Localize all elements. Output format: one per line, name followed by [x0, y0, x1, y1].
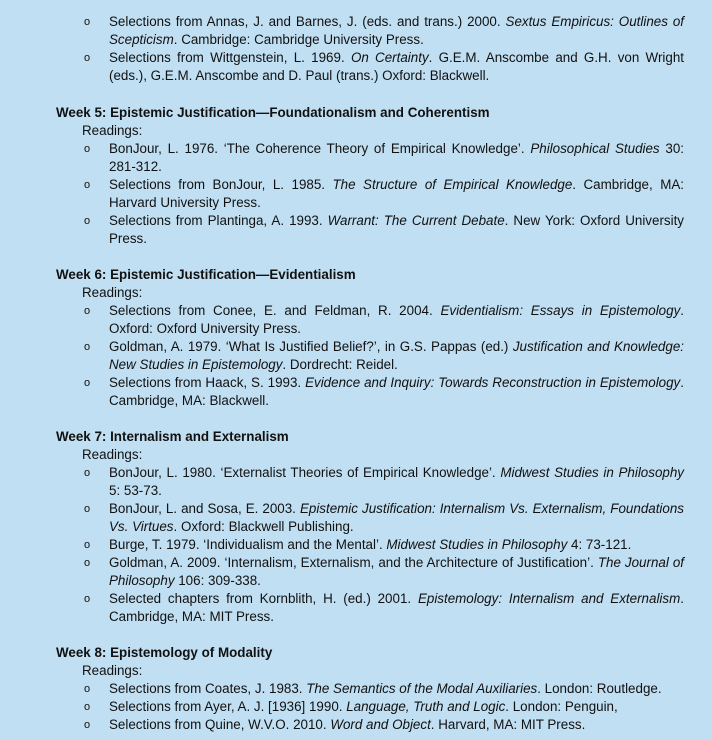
list-bullet: o	[83, 467, 91, 479]
list-bullet: o	[83, 305, 91, 317]
reading-item: Selections from Haack, S. 1993. Evidence and Inquiry: Towards Reconstruction in Epistemology. Cambridge, MA: Blackwell.	[109, 375, 684, 408]
reading-item: Goldman, A. 1979. ‘What Is Justified Belief?’, in G.S. Pappas (ed.) Justification and Knowledge: New Studies in Epistemology. Dordrecht: Reidel.	[109, 339, 684, 372]
list-bullet: o	[83, 377, 91, 389]
reading-item: BonJour, L. and Sosa, E. 2003. Epistemic Justification: Internalism Vs. Externalism, Foundations Vs. Virtues. Oxford: Blackwell Publishing.	[109, 501, 685, 534]
week-heading: Week 7: Internalism and Externalism	[56, 429, 289, 444]
reading-item: Selections from Conee, E. and Feldman, R. 2004. Evidentialism: Essays in Epistemology. Oxford: Oxford University Press.	[109, 303, 685, 336]
reading-item: Selections from Annas, J. and Barnes, J. (eds. and trans.) 2000. Sextus Empiricus: Outlines of Scepticism. Cambridge: Cambridge University Press.	[109, 14, 685, 47]
readings-label: Readings:	[82, 123, 143, 138]
list-bullet: o	[83, 503, 91, 515]
reading-item: Selected chapters from Kornblith, H. (ed.) 2001. Epistemology: Internalism and Externalism. Cambridge, MA: MIT Press.	[109, 591, 684, 624]
list-bullet: o	[83, 719, 91, 731]
list-bullet: o	[83, 215, 91, 227]
reading-item: Goldman, A. 2009. ‘Internalism, Externalism, and the Architecture of Justification’. The Journal of Philosophy 106: 309-338.	[109, 555, 684, 588]
reading-item: Burge, T. 1979. ‘Individualism and the Mental’. Midwest Studies in Philosophy 4: 73-121.	[109, 537, 632, 552]
week-heading: Week 8: Epistemology of Modality	[56, 645, 273, 660]
reading-item: Selections from Plantinga, A. 1993. Warrant: The Current Debate. New York: Oxford University Press.	[109, 213, 684, 246]
readings-label: Readings:	[82, 663, 143, 678]
list-bullet: o	[83, 341, 91, 353]
list-bullet: o	[83, 593, 91, 605]
list-bullet: o	[83, 52, 91, 64]
reading-item: Selections from Coates, J. 1983. The Semantics of the Modal Auxiliaries. London: Routledge.	[109, 681, 662, 696]
list-bullet: o	[83, 539, 91, 551]
list-bullet: o	[83, 143, 91, 155]
reading-item: BonJour, L. 1976. ‘The Coherence Theory of Empirical Knowledge’. Philosophical Studies 30: 281-312.	[109, 141, 684, 174]
reading-item: BonJour, L. 1980. ‘Externalist Theories of Empirical Knowledge’. Midwest Studies in Philosophy 5: 53-73.	[109, 465, 684, 498]
week-heading: Week 6: Epistemic Justification—Evidentialism	[56, 267, 356, 282]
reading-item: Selections from BonJour, L. 1985. The Structure of Empirical Knowledge. Cambridge, MA: Harvard University Press.	[109, 177, 684, 210]
list-bullet: o	[83, 179, 91, 191]
readings-label: Readings:	[82, 285, 143, 300]
readings-label: Readings:	[82, 447, 143, 462]
reading-item: Selections from Ayer, A. J. [1936] 1990. Language, Truth and Logic. London: Penguin,	[109, 699, 618, 714]
week-heading: Week 5: Epistemic Justification—Foundationalism and Coherentism	[56, 105, 490, 120]
reading-item: Selections from Quine, W.V.O. 2010. Word and Object. Harvard, MA: MIT Press.	[109, 717, 586, 732]
list-bullet: o	[83, 16, 91, 28]
reading-item: Selections from Wittgenstein, L. 1969. On Certainty. G.E.M. Anscombe and G.H. von Wright (eds.), G.E.M. Anscombe and D. Paul (trans.) Oxford: Blackwell.	[109, 50, 684, 83]
list-bullet: o	[83, 557, 91, 569]
list-bullet: o	[83, 683, 91, 695]
list-bullet: o	[83, 701, 91, 713]
